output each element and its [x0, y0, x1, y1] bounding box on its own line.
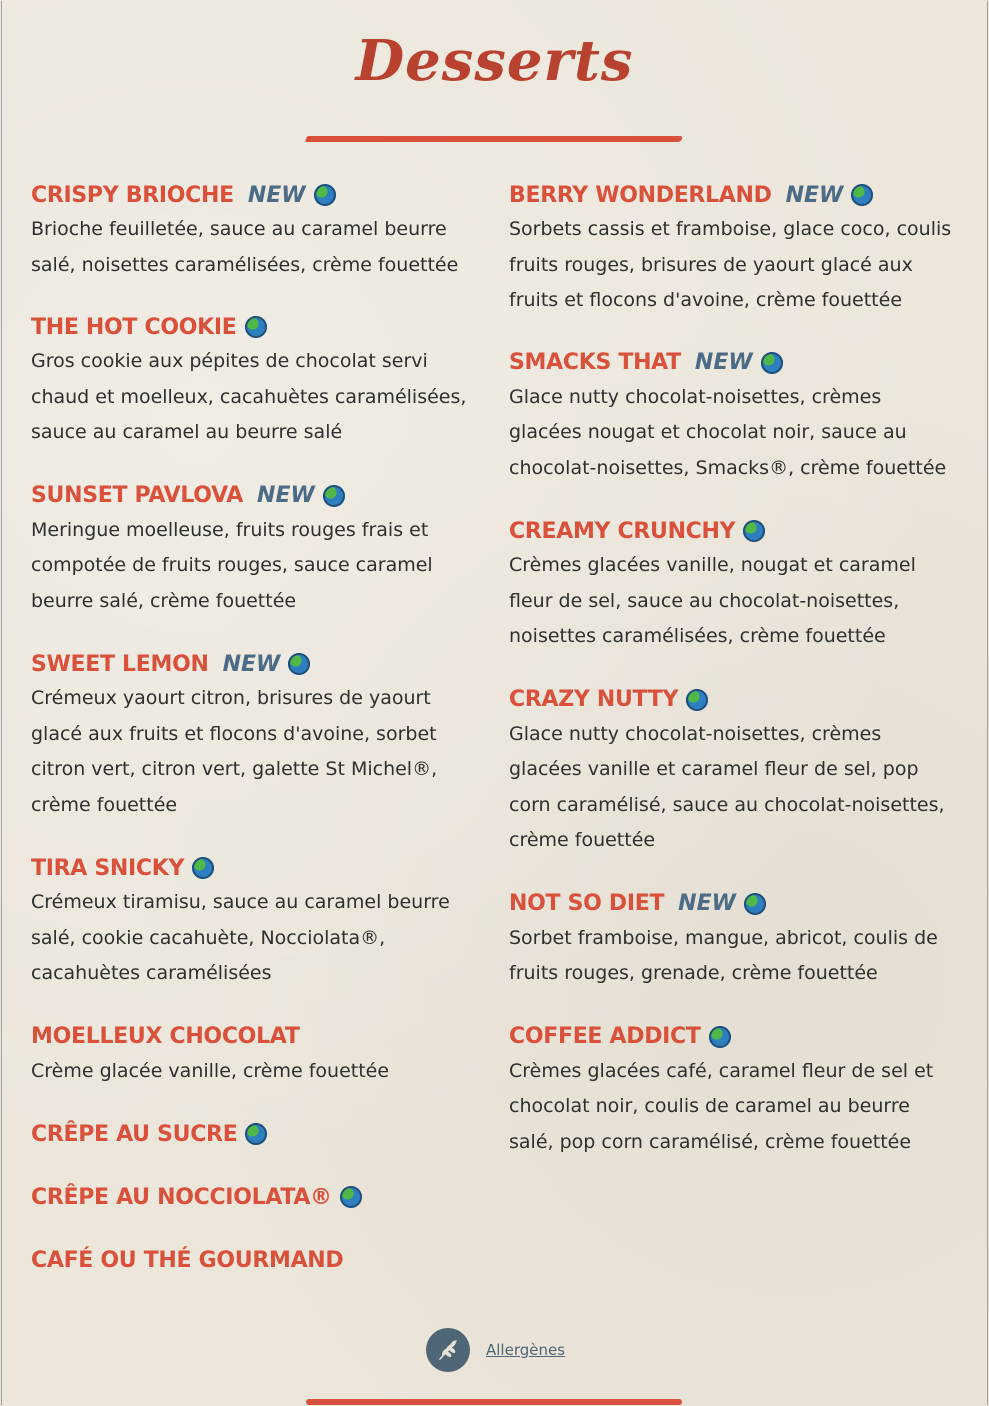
item-description: Gros cookie aux pépites de chocolat servi chaud et moelleux, cacahuètes caramélisées, sauce au caramel au beurre salé	[31, 350, 467, 443]
item-name: CREAMY CRUNCHY	[509, 518, 736, 544]
globe-icon	[743, 520, 765, 542]
item-description: Meringue moelleuse, fruits rouges frais et compotée de fruits rouges, sauce caramel beurre salé, crème fouettée	[31, 518, 433, 612]
item-name: COFFEE ADDICT	[509, 1024, 701, 1049]
globe-icon	[245, 316, 267, 338]
item-name: CAFÉ OU THÉ GOURMAND	[31, 1247, 344, 1273]
item-name: BERRY WONDERLAND	[509, 182, 772, 208]
menu-item	[31, 1243, 471, 1277]
allergens-link[interactable]: Allergènes	[486, 1341, 566, 1359]
item-name: SMACKS THAT	[509, 350, 681, 375]
item-description: Glace nutty chocolat-noisettes, crèmes glacées nougat et chocolat noir, sauce au chocolat-noisettes, Smacks®, crème fouettée	[509, 385, 947, 479]
menu-item	[31, 1117, 471, 1151]
allergens-section	[426, 1328, 565, 1372]
left-column	[31, 178, 471, 1277]
new-badge: NEW	[785, 182, 844, 208]
item-name: MOELLEUX CHOCOLAT	[31, 1024, 300, 1049]
right-column	[509, 178, 959, 1160]
globe-icon	[314, 184, 336, 206]
item-description: Sorbets cassis et framboise, glace coco, coulis fruits rouges, brisures de yaourt glacé aux fruits et flocons d'avoine, crème fouettée	[509, 218, 952, 311]
item-name: CRÊPE AU NOCCIOLATA®	[31, 1184, 332, 1210]
globe-icon	[761, 352, 783, 374]
page-title: Desserts	[355, 28, 634, 94]
menu-item	[509, 683, 959, 859]
globe-icon	[686, 689, 708, 711]
globe-icon	[851, 184, 873, 206]
new-badge: NEW	[678, 891, 736, 916]
globe-icon	[709, 1026, 731, 1048]
menu-item	[31, 310, 471, 451]
item-description: Crèmes glacées vanille, nougat et caramel fleur de sel, sauce au chocolat-noisettes, noisettes caramélisées, crème fouettée	[509, 554, 916, 647]
globe-icon	[245, 1123, 267, 1145]
new-badge: NEW	[257, 483, 315, 508]
item-description: Crémeux yaourt citron, brisures de yaourt glacé aux fruits et flocons d'avoine, sorbet citron vert, citron vert, galette St Michel®, crème fouettée	[31, 687, 438, 816]
globe-icon	[192, 857, 214, 879]
menu-item	[509, 887, 959, 992]
title-divider	[305, 136, 683, 142]
globe-icon	[288, 653, 310, 675]
item-name: SWEET LEMON	[31, 651, 209, 677]
new-badge: NEW	[247, 182, 306, 208]
item-name: SUNSET PAVLOVA	[31, 483, 244, 508]
new-badge: NEW	[694, 350, 753, 375]
item-name: THE HOT COOKIE	[31, 314, 237, 340]
item-description: Brioche feuilletée, sauce au caramel beurre salé, noisettes caramélisées, crème fouettée	[31, 218, 459, 276]
menu-item	[31, 1180, 471, 1214]
globe-icon	[744, 893, 766, 915]
item-description: Crémeux tiramisu, sauce au caramel beurre salé, cookie cacahuète, Nocciolata®, cacahuètes caramélisées	[31, 891, 450, 984]
globe-icon	[323, 485, 345, 507]
menu-item	[509, 1020, 959, 1161]
menu-item	[31, 851, 471, 992]
menu-item	[509, 346, 959, 487]
globe-icon	[340, 1186, 362, 1208]
menu-item	[31, 479, 471, 620]
menu-item	[509, 514, 959, 655]
item-description: Crèmes glacées café, caramel fleur de sel et chocolat noir, coulis de caramel au beurre salé, pop corn caramélisé, crème fouettée	[509, 1059, 934, 1153]
new-badge: NEW	[222, 651, 281, 677]
item-name: CRAZY NUTTY	[509, 687, 679, 712]
menu-item	[31, 1020, 471, 1090]
item-name: TIRA SNICKY	[31, 855, 185, 881]
item-name: CRISPY BRIOCHE	[31, 182, 234, 208]
item-name: NOT SO DIET	[509, 891, 665, 916]
menu-item	[31, 647, 471, 823]
item-description: Glace nutty chocolat-noisettes, crèmes glacées vanille et caramel fleur de sel, pop corn caramélisé, sauce au chocolat-noisettes, crème fouettée	[509, 722, 945, 851]
item-description: Sorbet framboise, mangue, abricot, coulis de fruits rouges, grenade, crème fouettée	[509, 926, 938, 984]
item-name: CRÊPE AU SUCRE	[31, 1121, 238, 1147]
menu-item	[31, 178, 471, 283]
menu-item	[509, 178, 959, 319]
wheat-icon[interactable]	[426, 1328, 470, 1372]
item-description: Crème glacée vanille, crème fouettée	[31, 1059, 390, 1082]
bottom-divider	[306, 1399, 682, 1405]
